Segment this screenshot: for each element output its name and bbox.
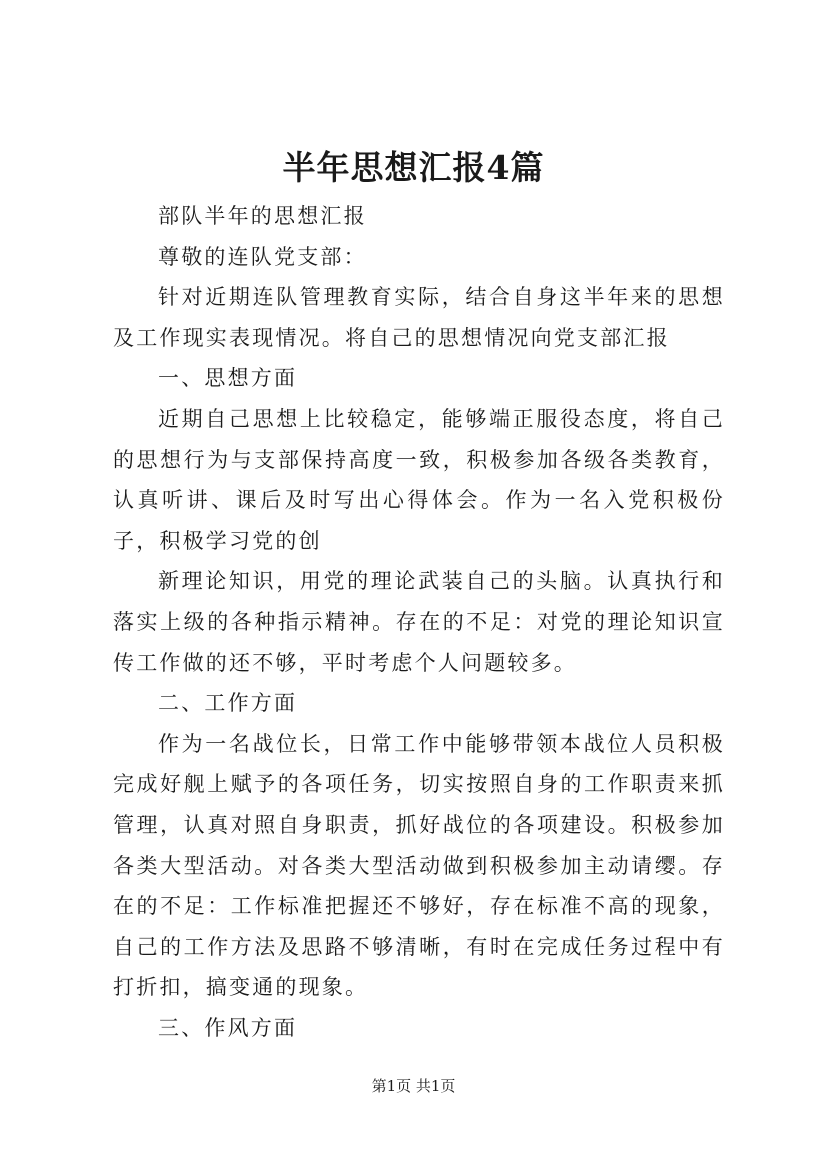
paragraph-intro: 针对近期连队管理教育实际，结合自身这半年来的思想及工作现实表现情况。将自己的思想情况向党支部汇报 bbox=[113, 285, 725, 350]
paragraph-thought: 近期自己思想上比较稳定，能够端正服役态度，将自己的思想行为与支部保持高度一致，积极参加各级各类教育，认真听讲、课后及时写出心得体会。作为一名入党积极份子，积极学习党的创 bbox=[113, 406, 725, 553]
paragraph-work: 作为一名战位长，日常工作中能够带领本战位人员积极完成好舰上赋予的各项任务，切实按照自身的工作职责来抓管理，认真对照自身职责，抓好战位的各项建设。积极参加各类大型活动。对各类大型活动做到积极参加主动请缨。存在的不足：工作标准把握还不够好，存在标准不高的现象，自己的工作方法及思路不够清晰，有时在完成任务过程中有打折扣，搞变通的现象。 bbox=[113, 731, 725, 1000]
document-title: 半年思想汇报4篇 bbox=[282, 148, 545, 187]
document-body bbox=[113, 196, 725, 1048]
page-footer: 第1页 共1页 bbox=[371, 1077, 456, 1095]
paragraph-salutation: 尊敬的连队党支部： bbox=[158, 244, 367, 269]
section-heading-style: 三、作风方面 bbox=[158, 1015, 298, 1040]
section-heading-thought: 一、思想方面 bbox=[158, 366, 298, 391]
section-heading-work: 二、工作方面 bbox=[158, 691, 298, 716]
paragraph-heading-report: 部队半年的思想汇报 bbox=[158, 204, 367, 228]
paragraph-thought-continued: 新理论知识，用党的理论武装自己的头脑。认真执行和落实上级的各种指示精神。存在的不足：对党的理论知识宣传工作做的还不够，平时考虑个人问题较多。 bbox=[113, 569, 725, 675]
